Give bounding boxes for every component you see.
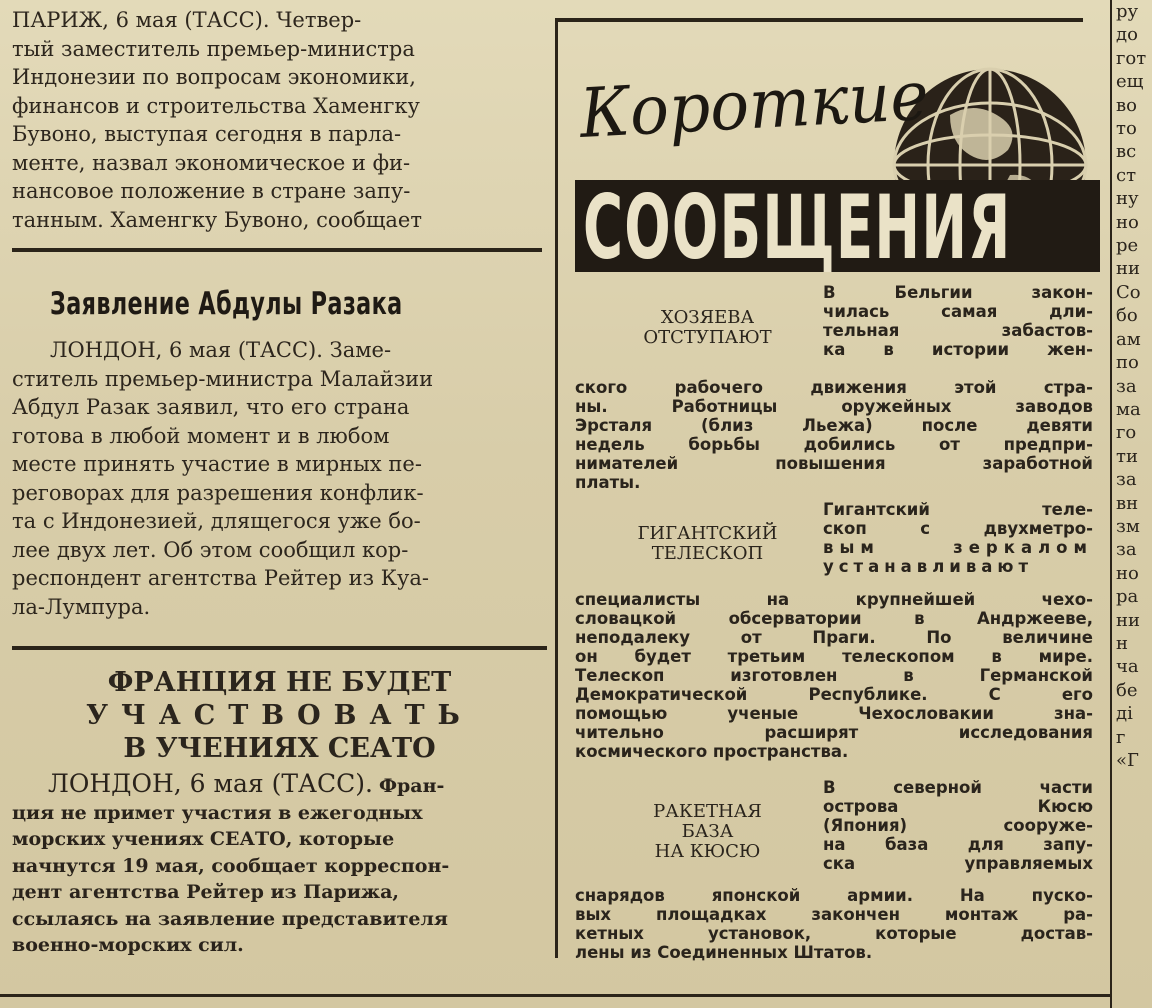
subhead-line: РАКЕТНАЯ — [653, 801, 762, 822]
text-line: начнутся 19 мая, сообщает корреспон- — [12, 854, 450, 877]
text-line: ститель премьер-министра Малайзии — [12, 366, 434, 391]
text-fragment: г — [1116, 726, 1126, 748]
text-line: помощью ученые Чехословакии зна- — [575, 704, 1093, 723]
text-line: лее двух лет. Об этом сообщил кор- — [12, 537, 409, 562]
text-line: скоп с двухметро- — [823, 519, 1093, 538]
middle-column — [555, 0, 1105, 1008]
text-fragment: ра — [1116, 586, 1139, 608]
text-fragment: ещ — [1116, 71, 1144, 93]
rubric-banner — [575, 176, 1100, 279]
text-line: космического пространства. — [575, 742, 849, 761]
subhead-line: ОТСТУПАЮТ — [643, 327, 772, 348]
subhead-line: БАЗА — [681, 821, 734, 842]
story-divider — [12, 248, 542, 252]
text-fragment: ма — [1116, 398, 1141, 420]
text-line: военно-морских сил. — [12, 934, 244, 956]
text-line: нансовое положение в стране запу- — [12, 179, 411, 203]
text-line: респондент агентства Рейтер из Куа- — [12, 566, 429, 590]
text-line: В северной части — [823, 778, 1093, 797]
text-line: он будет третьим телескопом в мире. — [575, 647, 1093, 666]
text-fragment: во — [1116, 94, 1137, 116]
text-fragment: за — [1116, 469, 1137, 491]
text-fragment: вн — [1116, 492, 1139, 514]
text-line: специалисты на крупнейшей чехо- — [575, 590, 1093, 609]
story-indonesia-body — [12, 6, 542, 234]
text-line: чилась самая дли- — [823, 302, 1093, 321]
text-line: ла-Лумпура. — [12, 594, 151, 619]
column-vertical-rule — [555, 18, 558, 958]
text-line: ция не примет участия в ежегодных — [12, 801, 423, 824]
subhead-line: ХОЗЯЕВА — [660, 307, 755, 328]
text-line: ЛОНДОН, 6 мая (ТАСС). Заме- — [50, 338, 392, 362]
text-line: лены из Соединенных Штатов. — [575, 943, 873, 962]
text-fragment: бо — [1116, 305, 1138, 327]
text-line: ны. Работницы оружейных заводов — [575, 397, 1093, 416]
text-line: та с Индонезией, длящегося уже бо- — [12, 509, 421, 533]
story-seato-headline-line: ФРАНЦИЯ НЕ БУДЕТ — [107, 667, 452, 698]
text-line: вым зеркалом — [823, 538, 1093, 557]
text-line: острова Кюсю — [823, 797, 1093, 816]
text-line: Бувоно, выступая сегодня в парла- — [12, 122, 402, 146]
text-line: тый заместитель премьер-министра — [12, 36, 415, 61]
text-fragment: но — [1116, 562, 1139, 584]
text-line: Демократической Республике. С его — [575, 685, 1093, 704]
text-line: Абдул Разак заявил, что его страна — [12, 395, 410, 419]
item2-lead — [823, 500, 1093, 576]
text-fragment: зм — [1116, 515, 1140, 537]
story-indonesia — [12, 6, 542, 234]
text-line: финансов и строительства Хаменгку — [12, 93, 420, 118]
subhead-line: НА КЮСЮ — [654, 841, 761, 862]
subhead-line: ТЕЛЕСКОП — [651, 543, 764, 564]
text-fragment: но — [1116, 211, 1139, 233]
story-seato-headline-line: В УЧЕНИЯХ СЕАТО — [123, 733, 436, 764]
text-line: (Япония) сооруже- — [823, 816, 1093, 835]
text-line: нимателей повышения заработной — [575, 454, 1093, 473]
text-fragment: «Г — [1116, 750, 1139, 771]
text-fragment: н — [1116, 632, 1128, 654]
story-razak-headline: Заявление Абдулы Разака — [50, 286, 403, 322]
text-line: на база для запу- — [823, 835, 1093, 854]
story-seato-body — [12, 771, 547, 959]
text-fragment: Фран- — [378, 775, 445, 797]
text-fragment: вс — [1116, 141, 1137, 163]
text-line: платы. — [575, 473, 641, 492]
text-line: ка в истории жен- — [823, 340, 1093, 359]
item3-body — [575, 886, 1093, 962]
text-line: ского рабочего движения этой стра- — [575, 378, 1093, 397]
text-fragment: го — [1116, 422, 1137, 444]
text-fragment: ру — [1116, 1, 1139, 22]
text-line: менте, назвал экономическое и фи- — [12, 150, 411, 175]
text-line: готова в любой момент и в любом — [12, 423, 390, 448]
text-fragment: бе — [1116, 679, 1138, 701]
text-fragment: ді — [1116, 703, 1133, 725]
text-fragment: ам — [1116, 328, 1141, 350]
item2-body — [575, 590, 1093, 761]
text-line: тельная забастов- — [823, 321, 1093, 340]
text-line: ссылаясь на заявление представителя — [12, 907, 448, 930]
story-razak-body — [12, 336, 542, 621]
text-line: словацкой обсерватории в Андржееве, — [575, 609, 1093, 628]
text-line — [12, 771, 547, 800]
text-line: дент агентства Рейтер из Парижа, — [12, 881, 400, 903]
item3-subhead — [615, 802, 800, 862]
text-line: ска управляемых — [823, 854, 1093, 873]
text-line: ПАРИЖ, 6 мая (ТАСС). Четвер- — [12, 8, 362, 32]
item2-subhead — [615, 524, 800, 564]
right-column-fragments — [1110, 0, 1152, 1008]
text-fragment: ну — [1116, 188, 1139, 210]
rubric-banner-text: СООБЩЕНИЯ — [583, 176, 1012, 279]
item1-subhead — [615, 308, 800, 348]
text-line: чительно расширят исследования — [575, 723, 1093, 742]
text-line: снарядов японской армии. На пуско- — [575, 886, 1093, 905]
text-line: месте принять участие в мирных пе- — [12, 452, 422, 476]
text-fragment: Со — [1116, 281, 1141, 303]
item1-body — [575, 378, 1093, 492]
text-fragment: за — [1116, 539, 1137, 561]
text-fragment: за — [1116, 375, 1137, 397]
text-line: Гигантский теле- — [823, 500, 1093, 519]
text-line: вых площадках закончен монтаж ра- — [575, 905, 1093, 924]
text-fragment: ти — [1116, 445, 1138, 467]
item1-lead — [823, 283, 1093, 359]
text-line: Телескоп изготовлен в Германской — [575, 666, 1093, 685]
subhead-line: ГИГАНТСКИЙ — [637, 523, 778, 544]
rubric-top-rule — [555, 18, 1083, 22]
left-column — [0, 0, 555, 1008]
text-fragment: ни — [1116, 609, 1140, 631]
text-fragment: до — [1116, 24, 1138, 46]
text-line: В Бельгии закон- — [823, 283, 1093, 302]
rubric-script-title: Короткие — [577, 56, 931, 154]
text-fragment: по — [1116, 352, 1139, 374]
text-line: танным. Хаменгку Бувоно, сообщает — [12, 207, 422, 232]
story-seato-dateline: ЛОНДОН, 6 мая (ТАСС). — [48, 769, 373, 798]
text-fragment: то — [1116, 118, 1137, 140]
text-line: недель борьбы добились от предпри- — [575, 435, 1093, 454]
text-fragment: ча — [1116, 656, 1139, 678]
text-line: реговорах для разрешения конфлик- — [12, 480, 424, 505]
text-line: кетных установок, которые достав- — [575, 924, 1093, 943]
story-seato — [12, 666, 547, 959]
text-line: устанавливают — [823, 557, 1034, 576]
text-fragment: ни — [1116, 258, 1140, 280]
text-line: Эрсталя (близ Льежа) после девяти — [575, 416, 1093, 435]
item3-lead — [823, 778, 1093, 873]
text-line: Индонезии по вопросам экономики, — [12, 65, 416, 89]
story-divider — [12, 646, 547, 650]
text-line: неподалеку от Праги. По величине — [575, 628, 1093, 647]
story-razak — [12, 286, 542, 621]
text-line: морских учениях СЕАТО, которые — [12, 828, 395, 850]
text-fragment: ст — [1116, 164, 1137, 186]
text-fragment: ре — [1116, 235, 1139, 257]
text-fragment: гот — [1116, 47, 1147, 69]
story-seato-headline-line: УЧАСТВОВАТЬ — [86, 700, 473, 731]
